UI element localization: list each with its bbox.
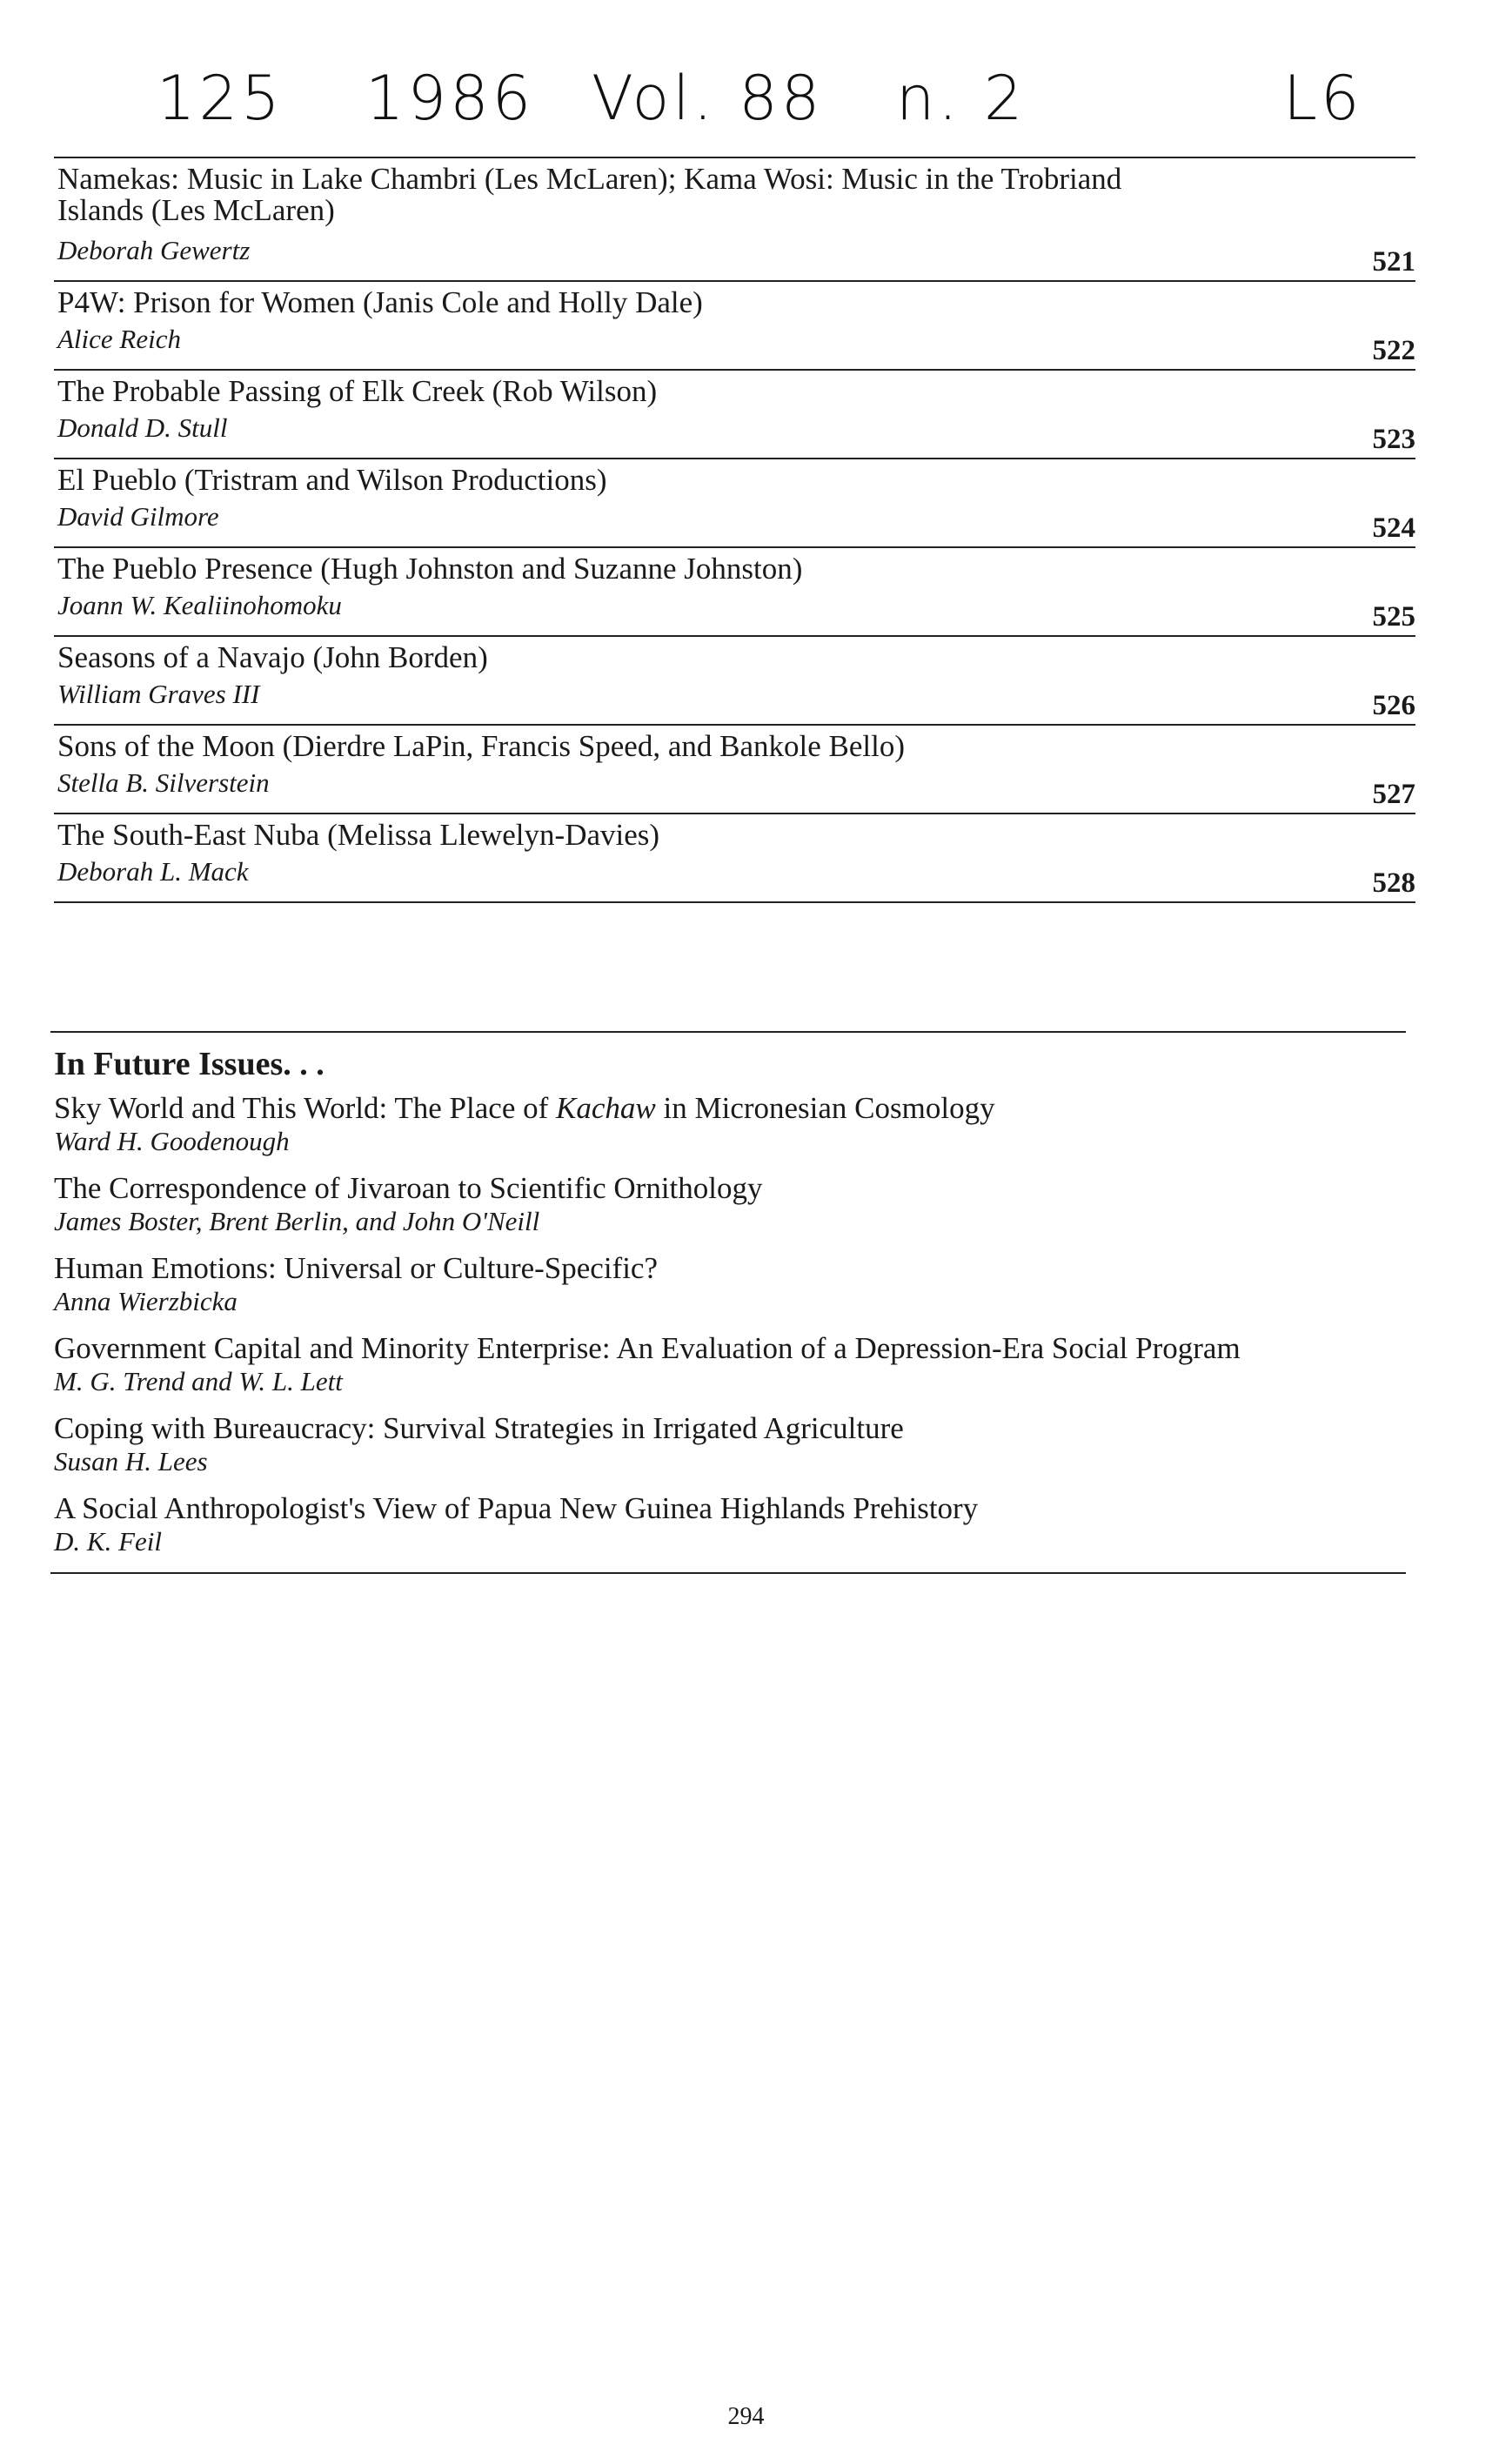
review-entry	[54, 814, 1415, 903]
review-author: Alice Reich	[57, 324, 181, 354]
review-author: Deborah L. Mack	[57, 856, 249, 887]
handwritten-volume: Vol. 88	[592, 63, 824, 134]
review-author: Stella B. Silverstein	[57, 767, 270, 798]
handwritten-annotation	[157, 63, 1401, 150]
future-article	[54, 1332, 1406, 1398]
handwritten-number: 125	[157, 63, 284, 134]
section-rule	[50, 1031, 1406, 1033]
review-author: David Gilmore	[57, 501, 219, 532]
article-authors: M. G. Trend and W. L. Lett	[54, 1366, 343, 1396]
review-entry	[54, 726, 1415, 814]
future-issues-heading: In Future Issues. . .	[54, 1046, 324, 1082]
review-author: Donald D. Stull	[57, 412, 228, 443]
article-title-end: in Micronesian Cosmology	[655, 1091, 995, 1125]
article-authors: James Boster, Brent Berlin, and John O'Neill	[54, 1206, 540, 1236]
review-title: P4W: Prison for Women (Janis Cole and Holly Dale)	[57, 285, 703, 319]
article-title	[54, 1092, 1406, 1125]
review-page: 524	[1372, 512, 1415, 544]
article-authors: Ward H. Goodenough	[54, 1126, 290, 1156]
review-entry	[54, 637, 1415, 726]
article-title: The Correspondence of Jivaroan to Scientific Ornithology	[54, 1171, 763, 1205]
review-title: Namekas: Music in Lake Chambri (Les McLaren); Kama Wosi: Music in the Trobriand Islands (Les McLaren)	[57, 162, 1122, 227]
review-entry	[54, 371, 1415, 459]
handwritten-issue: n. 2	[896, 63, 1027, 134]
review-title: The Pueblo Presence (Hugh Johnston and Suzanne Johnston)	[57, 552, 803, 586]
future-article	[54, 1172, 1406, 1238]
handwritten-code: L6	[1283, 63, 1363, 134]
review-page: 526	[1372, 690, 1415, 721]
review-title: The South-East Nuba (Melissa Llewelyn-Davies)	[57, 818, 660, 852]
future-issues-section	[50, 1031, 1406, 1574]
review-entry	[54, 459, 1415, 548]
future-article	[54, 1412, 1406, 1478]
article-title: Government Capital and Minority Enterprise: An Evaluation of a Depression-Era Social Program	[54, 1331, 1241, 1365]
review-page: 523	[1372, 424, 1415, 455]
section-bottom-rule	[50, 1572, 1406, 1574]
article-title: A Social Anthropologist's View of Papua New Guinea Highlands Prehistory	[54, 1491, 979, 1525]
article-authors: Susan H. Lees	[54, 1446, 208, 1476]
review-entry	[54, 548, 1415, 637]
review-title: El Pueblo (Tristram and Wilson Productions)	[57, 463, 607, 497]
article-title-italic: Kachaw	[556, 1091, 656, 1125]
review-page: 527	[1372, 779, 1415, 810]
article-title: Human Emotions: Universal or Culture-Specific?	[54, 1251, 659, 1285]
film-reviews-list	[54, 157, 1415, 903]
future-article	[54, 1492, 1406, 1558]
review-title: Seasons of a Navajo (John Borden)	[57, 640, 488, 674]
review-entry	[54, 282, 1415, 371]
review-page: 525	[1372, 601, 1415, 633]
review-title: Sons of the Moon (Dierdre LaPin, Francis Speed, and Bankole Bello)	[57, 729, 905, 763]
article-title: Coping with Bureaucracy: Survival Strategies in Irrigated Agriculture	[54, 1411, 904, 1445]
future-article	[54, 1092, 1406, 1158]
review-page: 522	[1372, 335, 1415, 366]
review-author: William Graves III	[57, 679, 260, 709]
article-authors: D. K. Feil	[54, 1526, 162, 1557]
future-article	[54, 1252, 1406, 1318]
review-page: 528	[1372, 867, 1415, 899]
review-author: Joann W. Kealiinohomoku	[57, 590, 342, 620]
review-author: Deborah Gewertz	[57, 235, 251, 265]
review-page: 521	[1372, 246, 1415, 278]
handwritten-year: 1986	[365, 63, 535, 134]
review-entry	[54, 158, 1415, 282]
review-title: The Probable Passing of Elk Creek (Rob Wilson)	[57, 374, 658, 408]
article-title-start: Sky World and This World: The Place of	[54, 1091, 557, 1125]
article-authors: Anna Wierzbicka	[54, 1286, 238, 1316]
page-number: 294	[727, 2403, 765, 2430]
